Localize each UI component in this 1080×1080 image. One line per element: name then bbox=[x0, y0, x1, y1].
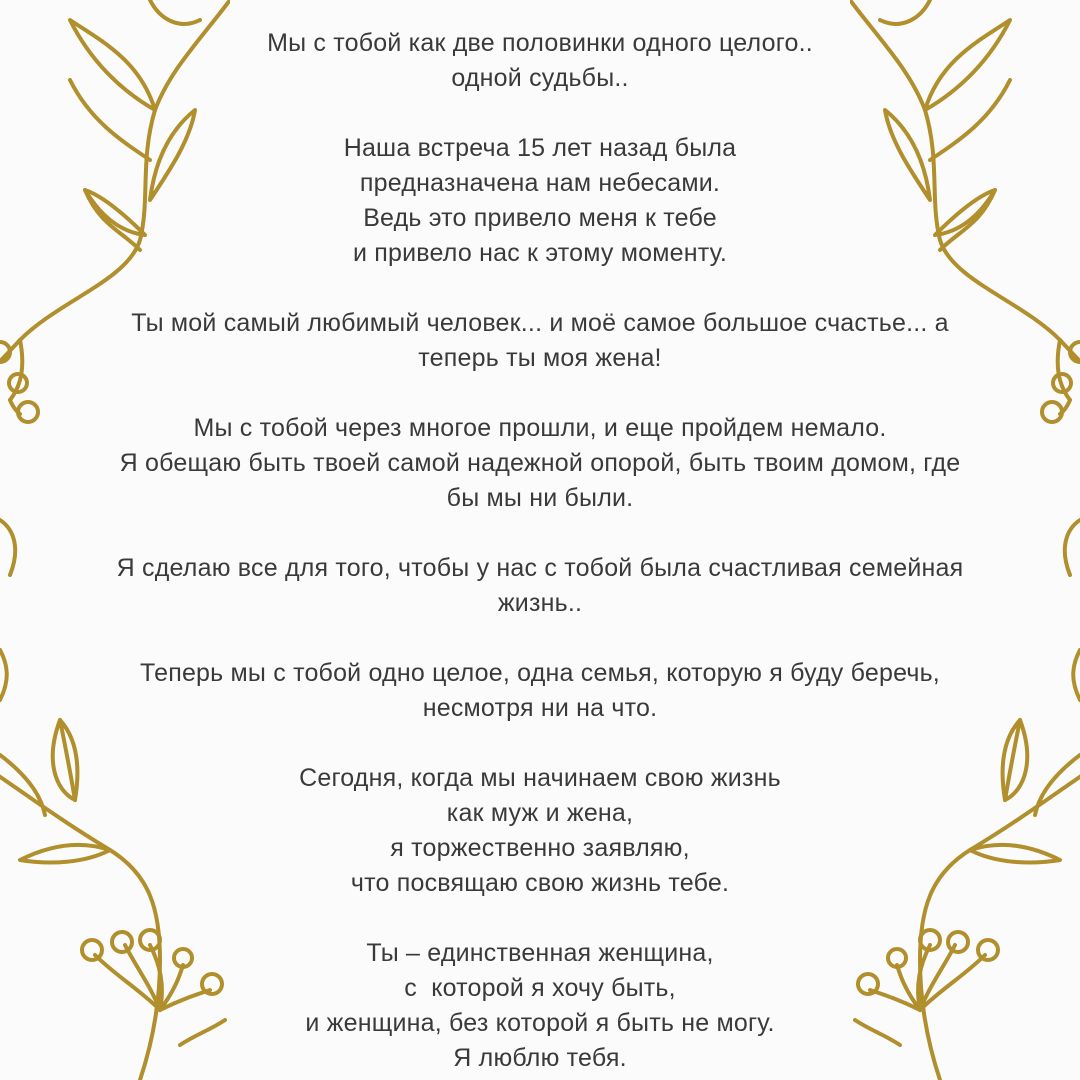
stanza bbox=[40, 306, 1040, 376]
stanza bbox=[40, 131, 1040, 271]
text-line: Сегодня, когда мы начинаем свою жизнь bbox=[299, 764, 781, 792]
text-line: Наша встреча 15 лет назад была bbox=[343, 134, 737, 162]
text-line: что посвящаю свою жизнь тебе. bbox=[350, 869, 730, 897]
stanza bbox=[40, 551, 1040, 621]
text-line: я торжественно заявляю, bbox=[390, 834, 690, 862]
text-line: Теперь мы с тобой одно целое, одна семья, которую я буду беречь, bbox=[140, 659, 940, 687]
text-line: Я сделаю все для того, чтобы у нас с тобой была счастливая семейная bbox=[116, 554, 964, 582]
stanza bbox=[40, 761, 1040, 901]
text-line: несмотря ни на что. bbox=[422, 694, 658, 722]
text-line: как муж и жена, bbox=[446, 799, 634, 827]
text-line: бы мы ни были. bbox=[446, 484, 634, 512]
text-line: Мы с тобой через многое прошли, и еще пройдем немало. bbox=[193, 414, 887, 442]
text-line: и женщина, без которой я быть не могу. bbox=[305, 1009, 775, 1037]
text-line: жизнь.. bbox=[497, 589, 583, 617]
text-line: Я обещаю быть твоей самой надежной опорой, быть твоим домом, где bbox=[119, 449, 961, 477]
text-line: Ты – единственная женщина, bbox=[366, 939, 714, 967]
stanza bbox=[40, 411, 1040, 516]
text-line: и привело нас к этому моменту. bbox=[352, 239, 727, 267]
stanza bbox=[40, 936, 1040, 1076]
vow-text bbox=[40, 26, 1040, 1076]
text-line: предназначена нам небесами. bbox=[359, 169, 721, 197]
stanza bbox=[40, 26, 1040, 96]
text-line: одной судьбы.. bbox=[451, 64, 629, 92]
text-line: с которой я хочу быть, bbox=[404, 974, 676, 1002]
text-line: Ты мой самый любимый человек... и моё самое большое счастье... а bbox=[131, 309, 949, 337]
text-line: Я люблю тебя. bbox=[453, 1044, 627, 1072]
text-line: Ведь это привело меня к тебе bbox=[363, 204, 717, 232]
text-line: теперь ты моя жена! bbox=[418, 344, 662, 372]
stanza bbox=[40, 656, 1040, 726]
text-line: Мы с тобой как две половинки одного целого.. bbox=[267, 29, 813, 57]
